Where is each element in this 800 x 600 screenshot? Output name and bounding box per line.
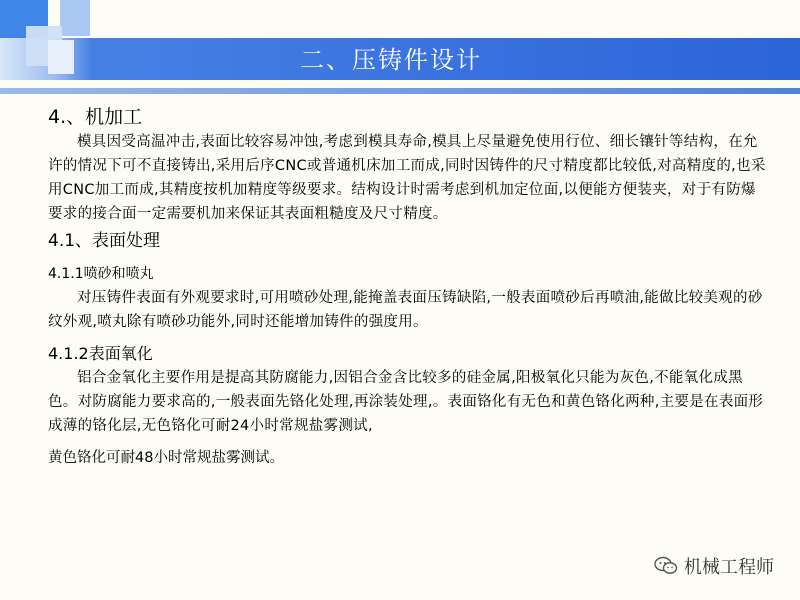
section-heading: 4.、机加工 [48,106,143,128]
subsubsection-heading: 4.1.1喷砂和喷丸 [48,266,154,282]
subsubsection-heading: 4.1.2表面氧化 [48,344,153,363]
slide-title: 二、压铸件设计 [300,46,482,74]
decor-square [60,0,90,36]
watermark [654,552,774,580]
section-paragraph: 模具因受高温冲击,表面比较容易冲蚀,考虑到模具寿命,模具上尽量避免使用行位、细长镶针等结构，在允许的情况下可不直接铸出,采用后序CNC或普通机床加工而成,同时因铸件的尺寸精度都比较低,对高精度的,也采用CNC加工而成,其精度按机加精度等级要求。结构设计时需考虑到机加定位面,以便能方便装夹，对于有防爆要求的接合面一定需要机加来保证其表面粗糙度及尺寸精度。 [48,134,766,222]
subsection-paragraph: 铝合金氧化主要作用是提高其防腐能力,因铝合金含比较多的硅金属,阳极氧化只能为灰色,不能氧化成黑色。对防腐能力要求高的,一般表面先铬化处理,再涂装处理,。表面铬化有无色和黄色铬化两种,主要是在表面形成薄的铬化层,无色铬化可耐24小时常规盐雾测试, [48,370,764,434]
watermark-text: 机械工程师 [684,557,774,578]
subsection-paragraph: 对压铸件表面有外观要求时,可用喷砂处理,能掩盖表面压铸缺陷,一般表面喷砂后再喷油,能做比较美观的砂纹外观,喷丸除有喷砂功能外,同时还能增加铸件的强度用。 [48,290,763,330]
subsection-heading: 4.1、表面处理 [48,231,161,251]
paragraph-last-line: 黄色铬化可耐48小时常规盐雾测试。 [48,450,284,466]
decor-square [48,40,74,74]
wechat-icon [654,555,678,577]
slide-content [48,104,768,470]
title-underline [0,88,800,94]
